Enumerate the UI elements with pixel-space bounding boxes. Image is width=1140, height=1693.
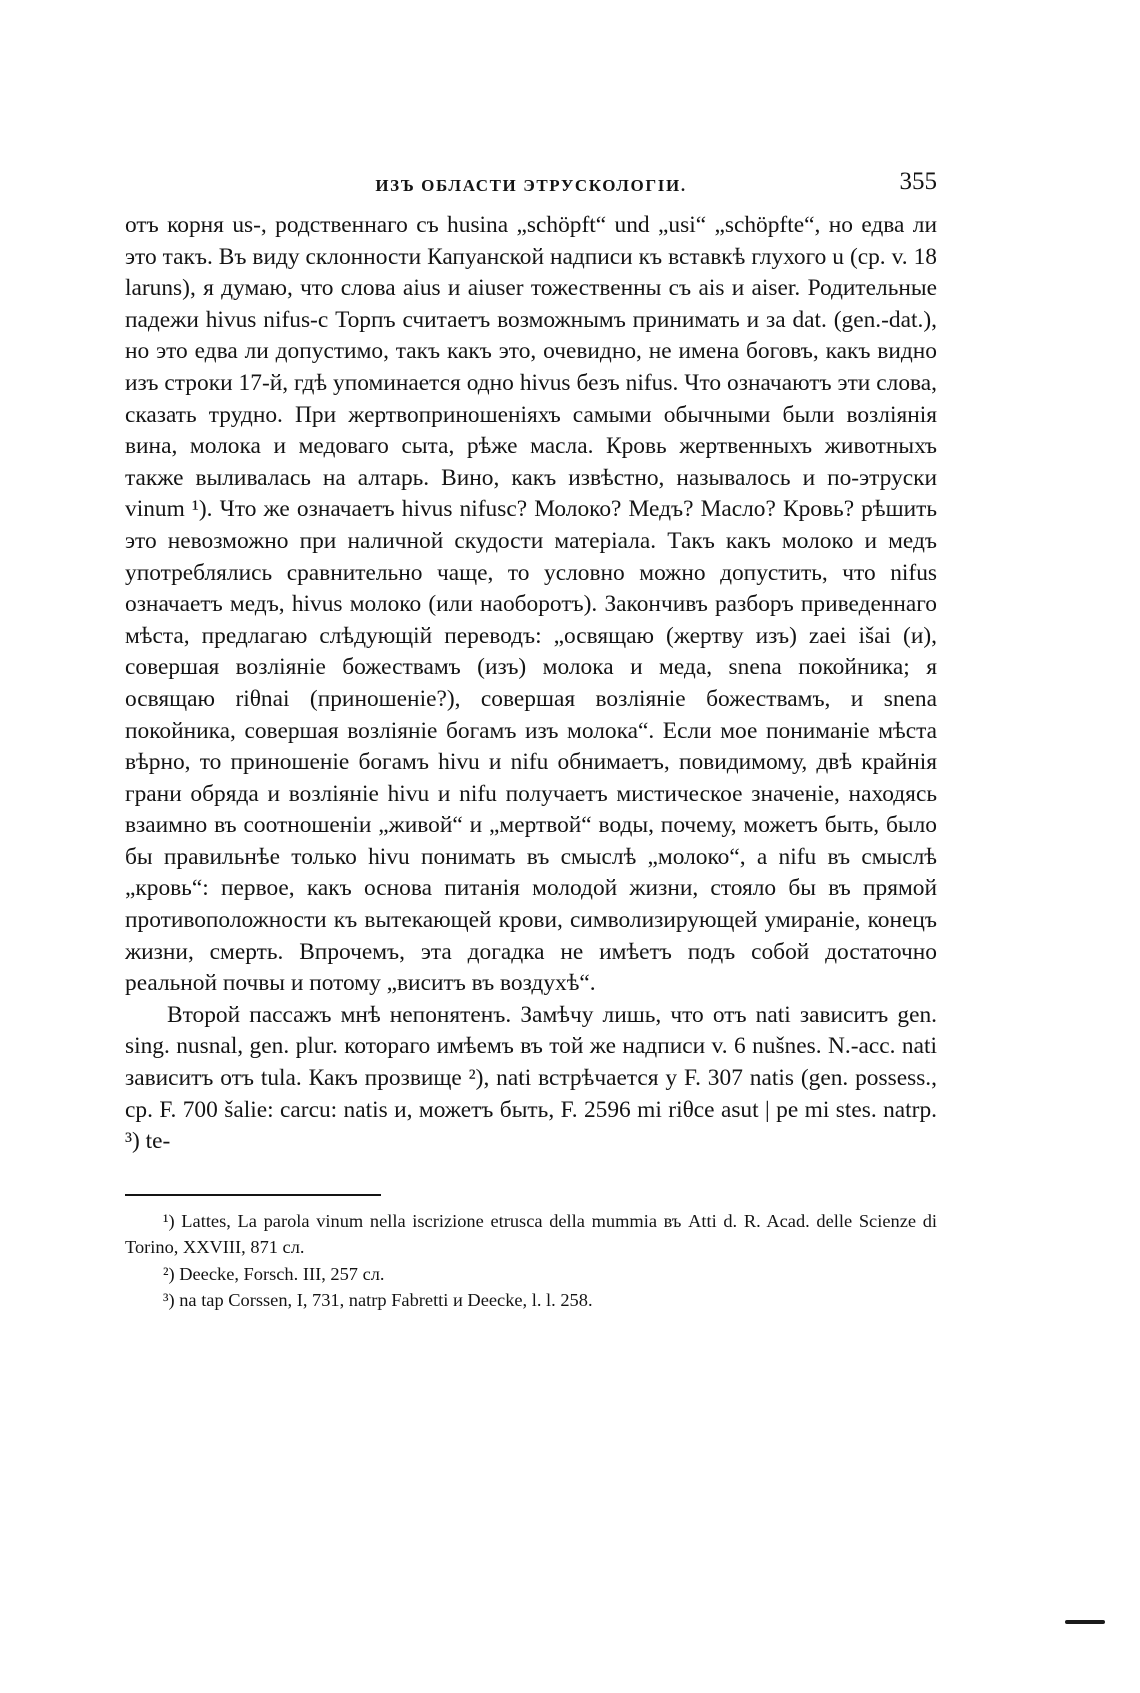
footnote: ²) Deecke, Forsch. III, 257 сл. xyxy=(163,1263,385,1284)
running-title: ИЗЪ ОБЛАСТИ ЭТРУСКОЛОГІИ. xyxy=(375,176,687,195)
scan-mark xyxy=(1065,1620,1105,1624)
running-head xyxy=(125,168,937,202)
footnote: ³) na tap Corssen, I, 731, natrp Fabretti и Deecke, l. l. 258. xyxy=(163,1290,593,1311)
page-number: 355 xyxy=(899,168,937,195)
footnote-rule xyxy=(125,1194,381,1196)
paragraph: Второй пассажъ мнѣ непонятенъ. Замѣчу лишь, что отъ nati зависитъ gen. sing. nusnal, gen. plur. котораго имѣемъ въ той же надписи v. 6 nušnes. N.-acc. nati зависитъ отъ tula. Какъ прозвище ²), nati встрѣчается у F. 307 natis (gen. possess., ср. F. 700 šalie: carcu: natis и, можетъ быть, F. 2596 mi riθce asut | pe mi stes. natrp. ³) te- xyxy=(125,1001,937,1155)
body-text xyxy=(125,210,937,1158)
footnotes xyxy=(125,1208,937,1314)
footnote: ¹) Lattes, La parola vinum nella iscrizione etrusca della mummia въ Atti d. R. Acad. delle Scienze di Torino, XXVIII, 871 сл. xyxy=(125,1210,937,1258)
book-page xyxy=(125,168,937,1314)
paragraph: отъ корня us-, родственнаго съ husina „schöpft“ und „usi“ „schöpfte“, но едва ли это такъ. Въ виду склонности Капуанской надписи къ вставкѣ глухого u (ср. v. 18 laruns), я думаю, что слова aius и aiuser тожественны съ ais и aiser. Родительные падежи hivus nifus-c Торпъ считаетъ возможнымъ принимать и за dat. (gen.-dat.), но это едва ли допустимо, такъ какъ это, очевидно, не имена боговъ, какъ видно изъ строки 17-й, гдѣ упоминается одно hivus безъ nifus. Что означаютъ эти слова, сказать трудно. При жертвоприношеніяхъ самыми обычными были возліянія вина, молока и медоваго сыта, рѣже масла. Кровь жертвенныхъ животныхъ также выливалась на алтарь. Вино, какъ извѣстно, называлось и по-этруски vinum ¹). Что же означаетъ hivus nifusc? Молоко? Медъ? Масло? Кровь? рѣшить это невозможно при наличной скудости матеріала. Такъ какъ молоко и медъ употреблялись сравнительно чаще, то условно можно допустить, что nifus означаетъ медъ, hivus молоко (или наоборотъ). Закончивъ разборъ приведеннаго мѣста, предлагаю слѣдующій переводъ: „освящаю (жертву изъ) zaei išai (и), совершая возліяніе божествамъ (изъ) молока и меда, snena покойника; я освящаю riθnai (приношеніе?), совершая возліяніе божествамъ, и snena покойника, совершая возліяніе богамъ изъ молока“. Если мое пониманіе мѣста вѣрно, то приношеніе богамъ hivu и nifu обнимаетъ, повидимому, двѣ крайнія грани обряда и возліяніе hivu и nifu получаетъ мистическое значеніе, находясь взаимно въ соотношеніи „живой“ и „мертвой“ воды, почему, можетъ быть, было бы правильнѣе только hivu понимать въ смыслѣ „молоко“, а nifu въ смыслѣ „кровь“: первое, какъ основа питанія молодой жизни, стояло бы въ прямой противоположности къ вытекающей крови, символизирующей умираніе, конецъ жизни, смерть. Впрочемъ, эта догадка не имѣетъ подъ собой достаточно реальной почвы и потому „виситъ въ воздухѣ“. xyxy=(125,212,937,997)
